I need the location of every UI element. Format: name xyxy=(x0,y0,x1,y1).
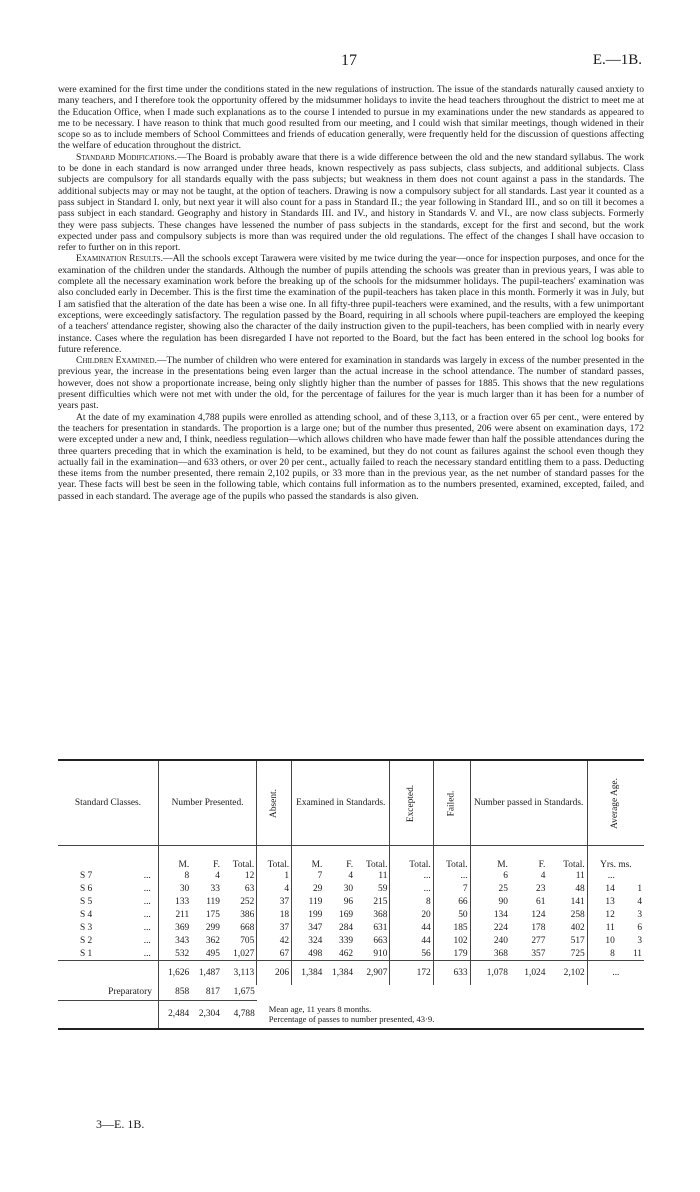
paragraph-examination-date: At the date of my examination 4,788 pupils were enrolled as attending school, and of these 3,113, or a fraction over 65 per cent., were entered by the teachers for presentation in standards. The proportion is a large one; but of the number thus presented, 206 were absent on examination days, 172 were excepted under a new and, I think, needless regulation—which allows children who have made fewer than half the possible attendances during the three quarters preceding that in which the examination is held, to be examined, but they do not count as failures against the school even though they actually fail in the examination—and 633 others, or over 20 per cent., actually failed to reach the necessary standard entitling them to a pass. Deducting these items from the number presented, there remain 2,102 pupils, or 33 more than in the previous year, as the net number of standard passes for the year. These facts will best be seen in the following table, which contains full information as to the numbers presented, examined, excepted, failed, and passed in each standard. The average age of the pupils who passed the standards is also given. xyxy=(58,411,644,502)
cell-yrs: 14 xyxy=(587,883,617,896)
subheader-m: M. xyxy=(470,846,510,870)
cell-et: 663 xyxy=(373,936,388,946)
cell-sf: 357 xyxy=(531,948,546,959)
cell-ef: 462 xyxy=(339,948,354,959)
cell-ms: 1 xyxy=(637,884,642,894)
statistics-table xyxy=(58,759,644,1031)
mean-age-note: Mean age, 11 years 8 months. xyxy=(268,1003,372,1014)
cell-ab: 67 xyxy=(257,948,292,961)
total-examined-f: 1,384 xyxy=(324,961,355,985)
cell-em: 29 xyxy=(292,883,325,896)
cell-yrs: 13 xyxy=(587,896,617,909)
grand-total-total: 4,788 xyxy=(222,1001,257,1029)
subheader-yrs-ms: Yrs. ms. xyxy=(587,846,644,870)
cell-sf: 277 xyxy=(531,936,546,946)
preparatory-total: 1,675 xyxy=(222,985,257,1001)
cell-fa: 66 xyxy=(433,896,470,909)
cell-st: 141 xyxy=(570,897,585,907)
totals-row xyxy=(58,961,644,985)
table-body xyxy=(58,870,644,961)
cell-yrs: ... xyxy=(587,870,617,883)
page-number: 17 xyxy=(341,52,357,69)
cell-sm: 6 xyxy=(470,870,510,883)
cell-ex: ... xyxy=(390,883,433,896)
subheader-f: F. xyxy=(346,859,354,870)
paragraph-standard-modifications xyxy=(58,152,644,254)
cell-ms xyxy=(617,870,644,883)
cell-et: 11 xyxy=(378,871,388,881)
cell-et: 368 xyxy=(373,910,388,920)
paragraph-children-examined xyxy=(58,355,644,411)
statistics-table-wrapper xyxy=(58,759,644,1031)
cell-pt: 12 xyxy=(244,871,255,881)
subheader-m: M. xyxy=(292,846,325,870)
page-footer-signature: 3—E. 1B. xyxy=(96,1117,145,1131)
cell-em: 324 xyxy=(292,935,325,948)
cell-std: S 7 xyxy=(80,871,93,881)
cell-ef: 169 xyxy=(339,910,354,920)
cell-std: S 4 xyxy=(80,910,93,920)
total-failed: 633 xyxy=(433,961,470,985)
cell-pm: 133 xyxy=(158,896,191,909)
paragraph-examination-results-text: —All the schools except Tarawera were visited by me twice during the year—once for inspection purposes, and once for the examination of the children under the standards. Although the number of pupils attending the schools was greater than in previous years, I was able to complete all the necessary examination work before the breaking up of the schools for the midsummer holidays. The pupil-teachers' examination was also concluded early in December. This is the first time the examination of the pupil-teachers has taken place in this month. Formerly it was in July, but I am satisfied that the alteration of the date has been a wise one. In all fifty-three pupil-teachers were examined, and the results, with a few unimportant exceptions, were exceedingly satisfactory. The regulation passed by the Board, requiring in all schools where pupil-teachers are employed the keeping of a teachers' attendance register, showing also the character of the daily instruction given to the pupil-teachers, has been complied with in nearly every instance. Cases where the regulation has been disregarded I have not reported to the Board, but the fact has been entered in the school log books for future reference. xyxy=(58,253,644,355)
cell-em: 7 xyxy=(292,870,325,883)
total-examined-total: 2,907 xyxy=(355,961,390,985)
total-examined-m: 1,384 xyxy=(292,961,325,985)
cell-et: 59 xyxy=(378,884,388,894)
header-standard-classes: Standard Classes. xyxy=(58,760,158,846)
cell-pm: 8 xyxy=(158,870,191,883)
cell-fa: ... xyxy=(433,870,470,883)
cell-ef: 30 xyxy=(343,884,354,894)
cell-fa: 102 xyxy=(433,935,470,948)
cell-sm: 25 xyxy=(470,883,510,896)
header-examined: Examined in Standards. xyxy=(292,760,390,846)
cell-st: 725 xyxy=(570,948,585,959)
cell-em: 347 xyxy=(292,922,325,935)
cell-sf: 23 xyxy=(536,884,546,894)
subheader-total: Total. xyxy=(563,859,585,870)
header-failed: Failed. xyxy=(433,760,470,846)
cell-st: 402 xyxy=(570,923,585,933)
cell-std: S 1 xyxy=(80,948,93,959)
table-row xyxy=(58,896,644,909)
cell-ab: 1 xyxy=(257,870,292,883)
cell-fa: 7 xyxy=(433,883,470,896)
total-presented-total: 3,113 xyxy=(222,961,257,985)
total-passed-f: 1,024 xyxy=(510,961,547,985)
table-row xyxy=(58,935,644,948)
cell-sf: 4 xyxy=(540,871,546,881)
cell-sf: 61 xyxy=(536,897,546,907)
subheader-total: Total. xyxy=(232,859,255,870)
cell-ex: 20 xyxy=(390,909,433,922)
cell-dots: ... xyxy=(143,948,151,959)
cell-sf: 124 xyxy=(531,910,546,920)
cell-ef: 284 xyxy=(339,923,354,933)
cell-pm: 532 xyxy=(158,948,191,961)
cell-em: 119 xyxy=(292,896,325,909)
cell-ms: 6 xyxy=(637,923,642,933)
header-average-age: Average Age. xyxy=(587,760,644,846)
cell-sm: 90 xyxy=(470,896,510,909)
subheader-f: F. xyxy=(213,859,220,870)
cell-fa: 179 xyxy=(433,948,470,961)
cell-sm: 224 xyxy=(470,922,510,935)
table-row xyxy=(58,870,644,883)
table-row xyxy=(58,948,644,961)
cell-ef: 4 xyxy=(348,871,354,881)
cell-sm: 134 xyxy=(470,909,510,922)
grand-total-m: 2,484 xyxy=(158,1001,191,1029)
cell-ab: 4 xyxy=(257,883,292,896)
cell-dots: ... xyxy=(143,897,151,907)
cell-ex: 44 xyxy=(390,922,433,935)
cell-pf: 362 xyxy=(205,936,220,946)
cell-pf: 4 xyxy=(215,871,220,881)
cell-ms: 4 xyxy=(637,897,642,907)
cell-sm: 240 xyxy=(470,935,510,948)
cell-ab: 18 xyxy=(257,909,292,922)
table-subheader-row xyxy=(58,846,644,870)
total-excepted: 172 xyxy=(390,961,433,985)
grand-total-f: 2,304 xyxy=(191,1001,222,1029)
cell-fa: 50 xyxy=(433,909,470,922)
cell-pm: 343 xyxy=(158,935,191,948)
page-reference: E.—1B. xyxy=(592,52,642,68)
total-average-age: ... xyxy=(587,961,644,985)
percentage-note: Percentage of passes to number presented, 43·9. xyxy=(268,1014,435,1024)
cell-std: S 5 xyxy=(80,897,93,907)
cell-pf: 119 xyxy=(206,897,220,907)
cell-ex: ... xyxy=(390,870,433,883)
cell-ab: 37 xyxy=(257,896,292,909)
subheader-f: F. xyxy=(538,859,546,870)
cell-pm: 369 xyxy=(158,922,191,935)
subheader-total: Total. xyxy=(390,846,433,870)
cell-dots: ... xyxy=(143,936,151,946)
total-presented-f: 1,487 xyxy=(191,961,222,985)
cell-dots: ... xyxy=(143,884,151,894)
cell-sf: 178 xyxy=(531,923,546,933)
heading-children-examined: Children Examined. xyxy=(76,355,157,367)
cell-pf: 495 xyxy=(205,948,220,959)
cell-ef: 96 xyxy=(343,897,354,907)
cell-pf: 299 xyxy=(205,923,220,933)
table-notes xyxy=(257,1001,644,1029)
cell-pt: 63 xyxy=(244,884,255,894)
cell-st: 517 xyxy=(570,936,585,946)
cell-std: S 6 xyxy=(80,884,93,894)
table-row xyxy=(58,922,644,935)
cell-pf: 33 xyxy=(210,884,220,894)
body-text xyxy=(58,84,644,502)
cell-yrs: 10 xyxy=(587,935,617,948)
cell-st: 11 xyxy=(575,871,585,881)
subheader-total: Total. xyxy=(433,846,470,870)
cell-ef: 339 xyxy=(339,936,354,946)
paragraph-children-examined-text: —The number of children who were entered for examination in standards was largely in excess of the number presented in the previous year, the increase in the presentations being even larger than the actual increase in the school attendance. The number of standard passes, however, does not show a proportionate increase, being only slightly higher than the number of passes for 1885. This shows that the new regulations present difficulties which were not met with under the old, for the percentage of failures for the year is much larger than it has been for a number of years past. xyxy=(58,355,645,412)
cell-pt: 668 xyxy=(240,923,255,933)
cell-sm: 368 xyxy=(470,948,510,961)
cell-yrs: 8 xyxy=(587,948,617,961)
table-row xyxy=(58,883,644,896)
header-excepted: Excepted. xyxy=(390,760,433,846)
cell-pf: 175 xyxy=(205,910,220,920)
heading-examination-results: Examination Results. xyxy=(76,253,163,265)
cell-ms: 3 xyxy=(637,936,642,946)
table-header-row xyxy=(58,760,644,846)
preparatory-label: Preparatory xyxy=(58,985,158,1001)
cell-pt: 386 xyxy=(240,910,255,920)
header-number-passed: Number passed in Standards. xyxy=(470,760,587,846)
cell-pt: 1,027 xyxy=(233,948,255,959)
subheader-total: Total. xyxy=(257,846,292,870)
heading-standard-modifications: Standard Modifications. xyxy=(76,151,177,163)
paragraph-1: were examined for the first time under the conditions stated in the new regulations of instruction. The issue of the standards naturally caused anxiety to many teachers, and I therefore took the opportunity offered by the midsummer holidays to invite the head teachers throughout the district to meet me at the Education Office, when I made such explanations as to the course I intended to pursue in my examinations under the new standards as appeared to me to be necessary. I have reason to think that much good resulted from our meeting, and I could wish that similar meetings, though widened in their scope so as to include members of School Committees and friends of education generally, were frequently held for the discussion of questions affecting the welfare of education throughout the district. xyxy=(58,84,644,152)
cell-et: 215 xyxy=(373,897,388,907)
cell-dots: ... xyxy=(143,923,151,933)
cell-ms: 3 xyxy=(637,910,642,920)
paragraph-examination-results xyxy=(58,253,644,355)
cell-ex: 56 xyxy=(390,948,433,961)
cell-pm: 30 xyxy=(158,883,191,896)
header-number-presented: Number Presented. xyxy=(158,760,256,846)
total-passed-m: 1,078 xyxy=(470,961,510,985)
preparatory-m: 858 xyxy=(158,985,191,1001)
preparatory-row xyxy=(58,985,644,1001)
cell-ab: 37 xyxy=(257,922,292,935)
table-end-rule xyxy=(58,1029,644,1031)
cell-em: 498 xyxy=(292,948,325,961)
cell-et: 631 xyxy=(373,923,388,933)
total-absent: 206 xyxy=(257,961,292,985)
header-absent: Absent. xyxy=(257,760,292,846)
cell-st: 48 xyxy=(575,884,585,894)
total-presented-m: 1,626 xyxy=(158,961,191,985)
paragraph-standard-modifications-text: —The Board is probably aware that there is a wide difference between the old and the new standard syllabus. The work to be done in each standard is now arranged under three heads, known respectively as pass subjects, class subjects, and additional subjects. Class subjects are compulsory for all standards equally with the pass subjects; but weakness in them does not count against a pass in the standards. The additional subjects may or may not be taught, at the option of teachers. Drawing is now a compulsory subject for all standards. Last year it counted as a pass subject in Standard I. only, but next year it will also count for a pass in Standard II.; the year following in Standard III., and so on till it becomes a pass subject in each standard. Geography and history in Standards III. and IV., and history in Standards V. and VI., are now class subjects. Formerly they were pass subjects. These changes have lessened the number of pass subjects in the standards, except for the first and second, but the work expected under pass and compulsory subjects is more than was required under the old regulations. The effect of the changes I shall have occasion to refer to further on in this report. xyxy=(58,151,644,254)
cell-yrs: 11 xyxy=(587,922,617,935)
subheader-m: M. xyxy=(158,846,191,870)
cell-et: 910 xyxy=(373,948,388,959)
cell-ms: 11 xyxy=(632,948,642,959)
cell-st: 258 xyxy=(570,910,585,920)
table-row xyxy=(58,909,644,922)
cell-ex: 8 xyxy=(390,896,433,909)
cell-pt: 252 xyxy=(240,897,255,907)
cell-std: S 3 xyxy=(80,923,93,933)
cell-std: S 2 xyxy=(80,936,93,946)
subheader-total: Total. xyxy=(365,859,388,870)
cell-ex: 44 xyxy=(390,935,433,948)
cell-dots: ... xyxy=(143,871,151,881)
cell-pt: 705 xyxy=(240,936,255,946)
preparatory-f: 817 xyxy=(191,985,222,1001)
cell-fa: 185 xyxy=(433,922,470,935)
grand-total-row xyxy=(58,1001,644,1029)
cell-yrs: 12 xyxy=(587,909,617,922)
cell-pm: 211 xyxy=(158,909,191,922)
total-passed-total: 2,102 xyxy=(547,961,587,985)
cell-dots: ... xyxy=(143,910,151,920)
cell-em: 199 xyxy=(292,909,325,922)
cell-ab: 42 xyxy=(257,935,292,948)
page-header xyxy=(56,52,642,74)
